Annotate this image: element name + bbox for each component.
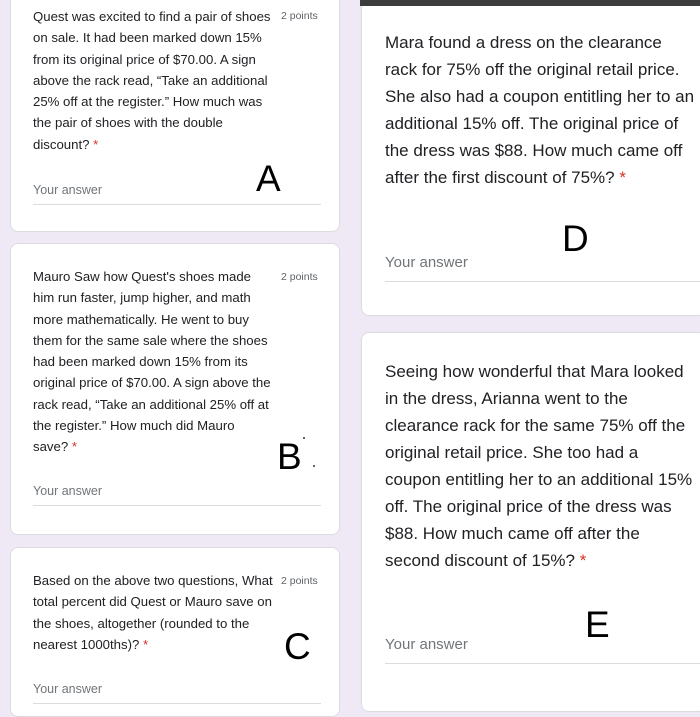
pen-dot [303,437,305,439]
question-text [33,570,278,655]
required-asterisk: * [142,636,149,652]
required-asterisk: * [93,136,99,152]
question-d-text: Mara found a dress on the clearance rack for 75% off the original retail price. She also had a coupon entitling her to an additional 15% off. The original price of the dress was $88. How much came off after the first discount of 75%? [385,33,695,187]
answer-input-a[interactable]: Your answer [33,183,321,205]
handwritten-letter-b: B [277,436,302,477]
question-card-a [10,0,340,232]
points-label: 2 points [281,271,318,283]
required-asterisk: * [579,551,587,570]
question-a-text: Quest was excited to find a pair of shoes on sale. It had been marked down 15% from its original price of $70.00. A sign above the rack read, “Take an additional 25% off at the register.” How much was the pair of shoes with the double discount? [33,9,271,152]
points-label: 2 points [281,575,318,587]
question-text [385,29,695,191]
question-e-text: Seeing how wonderful that Mara looked in the dress, Arianna went to the clearance rack for the same 75% off the original retail price. She too had a coupon entitling her to an additional 15% off. The original price of the dress was $88. How much came off after the second discount of 15%? [385,362,693,570]
question-card-b [10,243,340,535]
required-asterisk: * [619,168,626,187]
answer-input-b[interactable]: Your answer [33,484,321,506]
points-label: 2 points [281,10,318,22]
question-card-e [361,332,700,712]
question-c-text: Based on the above two questions, What total percent did Quest or Mauro save on the shoes, altogether (rounded to the nearest 1000ths)? [33,573,273,652]
handwritten-letter-e: E [585,604,610,645]
question-text [385,358,695,574]
handwritten-letter-c: C [284,626,311,667]
question-b-text: Mauro Saw how Quest's shoes made him run faster, jump higher, and math more mathematically. He went to buy them for the same sale where the shoes had been marked down 15% from its original price of $70.00. A sign above the rack read, “Take an additional 25% off at the register.” How much did Mauro save? [33,269,271,455]
handwritten-letter-a: A [256,158,281,199]
answer-input-d[interactable]: Your answer [385,254,700,282]
answer-input-c[interactable]: Your answer [33,682,321,704]
question-card-d [361,6,700,316]
question-text [33,6,273,155]
question-text [33,266,273,458]
handwritten-letter-d: D [562,218,589,259]
pen-dot [313,465,315,467]
required-asterisk: * [71,439,78,455]
answer-input-e[interactable]: Your answer [385,636,700,664]
